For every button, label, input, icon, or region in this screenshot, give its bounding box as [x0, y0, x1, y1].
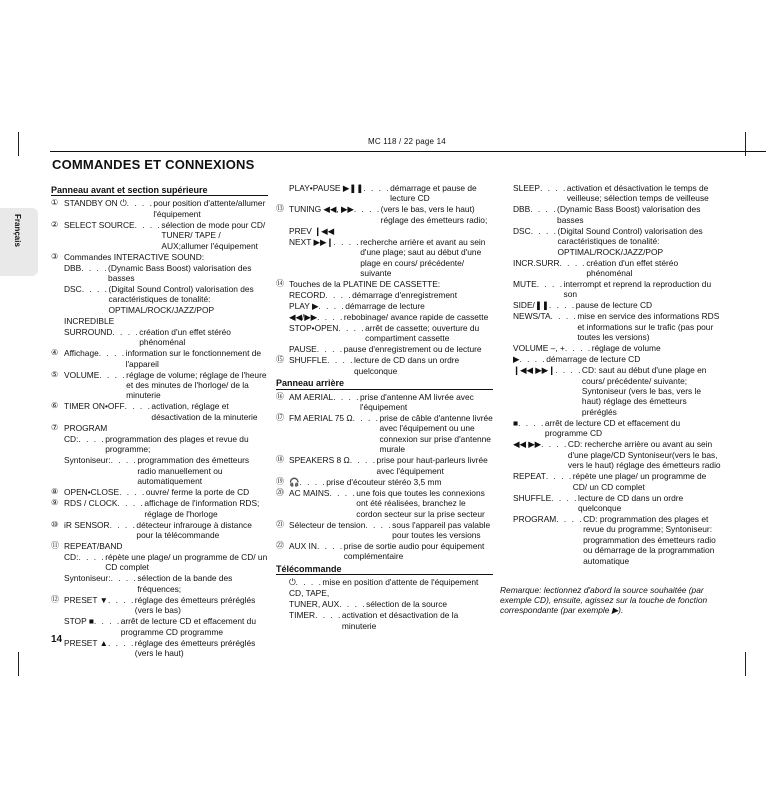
control-entry [276, 183, 493, 204]
control-entry [276, 301, 493, 311]
control-entry [500, 183, 722, 204]
entry-description: recherche arrière et avant au sein d'une plage; saut au début d'une plage en cours/ précédente/ suivante [360, 236, 486, 279]
entry-label: iR SENSOR [64, 519, 110, 530]
entry-description: création d'un effet stéréo phénoménal [586, 257, 679, 279]
control-entry [276, 599, 493, 609]
entry-label: DBB [64, 262, 82, 273]
entry-label: SLEEP [513, 183, 541, 193]
entry-description: lecture de CD dans un ordre quelconque [577, 492, 684, 513]
leader-dots: . . . . [317, 312, 344, 323]
entry-number [500, 354, 513, 364]
control-entry [51, 220, 268, 251]
entry-number [51, 573, 64, 594]
leader-dots: . . . . [545, 471, 573, 482]
entry-label: PRESET ▼ [64, 594, 108, 605]
entry-label: DSC [513, 225, 531, 236]
column-2 [276, 183, 493, 632]
control-entry [276, 488, 493, 519]
leader-dots: . . . . [352, 413, 380, 424]
entry-number [51, 316, 64, 326]
entry-label: TIMER [289, 610, 316, 621]
leader-dots: . . . . [99, 369, 127, 380]
control-entry [51, 348, 268, 369]
entry-description: répète une plage/ un programme de CD/ un CD complet [572, 471, 707, 492]
entry-number [51, 552, 64, 573]
entry-label: SURROUND [64, 326, 113, 337]
entry-description: ouvre/ ferme la porte de CD [145, 487, 250, 498]
control-entry [276, 413, 493, 455]
entry-number: ⑱ [276, 455, 284, 465]
entry-description: sélection de la bande des fréquences; [137, 573, 233, 594]
entry-label: VOLUME [64, 369, 100, 380]
control-entry [276, 279, 493, 289]
entry-number: ④ [51, 348, 59, 358]
control-entry [51, 370, 268, 401]
entry-number: ⑪ [51, 540, 59, 550]
entry-description: programmation des plages et revue du programme; [105, 433, 249, 455]
entry-description: réglage des émetteurs préréglés (vers le bas) [134, 594, 256, 616]
control-entry [51, 316, 268, 326]
leader-dots: . . . . [329, 487, 357, 498]
entry-label: PRESET ▲ [64, 637, 108, 648]
remark: Remarque: lectionnez d'abord la source souhaitée (par exemple CD), ensuite, agissez sur la touche de fonction correspondante (par exemple ▶). [500, 585, 708, 615]
leader-dots: . . . . [112, 326, 140, 337]
leader-dots: . . . . [363, 183, 391, 193]
leader-dots: . . . . [107, 637, 135, 648]
entry-number [51, 284, 64, 315]
entry-description: réglage de volume; réglage de l'heure et des minutes de l'horloge/ de la minuterie [126, 369, 267, 401]
control-entry [51, 498, 268, 519]
entry-number [276, 183, 289, 204]
control-entry [500, 354, 722, 364]
leader-dots: . . . . [518, 417, 545, 428]
control-entry [51, 616, 268, 637]
control-entry [500, 204, 722, 225]
entry-description: pour position d'attente/allumer l'équipement [153, 198, 266, 219]
entry-description: prise pour haut-parleurs livrée avec l'équipement [376, 455, 488, 476]
entry-number [276, 323, 289, 344]
entry-description: (Dynamic Bass Boost) valorisation des basses [557, 204, 701, 225]
control-entry [500, 493, 722, 514]
entry-label: Touches de la PLATINE DE CASSETTE: [289, 279, 441, 290]
entry-label: Syntoniseur: [64, 573, 111, 584]
entry-label: Commandes INTERACTIVE SOUND: [64, 251, 205, 262]
control-entry [276, 577, 493, 587]
leader-dots: . . . . [325, 290, 353, 301]
entry-description: interrompt et reprend la reproduction du son [563, 279, 712, 300]
entry-number [500, 418, 513, 439]
column-3 [500, 183, 722, 567]
entry-number: ⑤ [51, 369, 59, 379]
leader-dots: . . . . [107, 594, 135, 605]
control-entry [276, 323, 493, 344]
control-entry [500, 300, 722, 310]
entry-number: ③ [51, 251, 59, 261]
control-entry [276, 355, 493, 376]
page-number: 14 [51, 634, 63, 645]
entry-description: rebobinage/ avance rapide de cassette [343, 312, 489, 323]
entry-label: MUTE [513, 279, 537, 290]
entry-description: mise en position d'attente de l'équipement [322, 577, 479, 588]
entry-number: ⑫ [51, 594, 59, 604]
entry-number [276, 237, 289, 279]
entry-description: (Digital Sound Control) valorisation des caractéristiques de tonalité: OPTIMAL/ROCK/JAZZ/POP [557, 225, 703, 257]
control-entry [276, 344, 493, 354]
leader-dots: . . . . [540, 183, 567, 193]
entry-description: activation, réglage et désactivation de la minuterie [151, 401, 258, 422]
leader-dots: . . . . [559, 257, 587, 268]
entry-label: AUX IN [289, 540, 317, 551]
entry-number [500, 183, 513, 204]
control-entry [500, 418, 722, 439]
entry-label: TIMER ON•OFF [64, 401, 125, 412]
control-entry [500, 365, 722, 417]
entry-label: DSC [64, 284, 82, 295]
entry-label: ⏻ [289, 577, 296, 588]
control-entry [276, 237, 493, 279]
entry-number [276, 312, 289, 322]
section-heading: Panneau arrière [276, 378, 493, 389]
entry-label: CD, TAPE, [289, 588, 330, 599]
entry-label: Sélecteur de tension [289, 519, 366, 530]
column-1 [51, 183, 268, 659]
entry-description: sélection de mode pour CD/ TUNER/ TAPE / AUX;allumer l'équipement [161, 219, 266, 251]
entry-label: Affichage [64, 348, 99, 359]
entry-label: 🎧 [289, 476, 300, 487]
entry-label: PROGRAM [513, 513, 557, 524]
entry-number [500, 311, 513, 342]
entry-number [276, 290, 289, 300]
leader-dots: . . . . [318, 301, 346, 312]
leader-dots: . . . . [81, 284, 109, 295]
entry-label: ❙◀◀ ▶▶❙ [513, 365, 556, 376]
entry-description: arrêt de lecture CD et effacement du programme CD [544, 417, 681, 439]
control-entry [276, 312, 493, 322]
entry-description: détecteur infrarouge à distance pour la télécommande [136, 519, 252, 540]
entry-description: affichage de l'information RDS; réglage de l'horloge [144, 498, 260, 519]
leader-dots: . . . . [551, 492, 578, 503]
entry-description: (Digital Sound Control) valorisation des caractéristiques de tonalité: OPTIMAL/ROCK/JAZZ/POP [108, 284, 254, 315]
control-entry [276, 541, 493, 562]
leader-dots: . . . . [530, 225, 558, 236]
leader-dots: . . . . [519, 354, 547, 365]
control-entry [51, 252, 268, 262]
entry-description: prise d'antenne AM livrée avec l'équipement [360, 391, 474, 413]
leader-dots: . . . . [316, 344, 344, 355]
entry-number [51, 263, 64, 284]
entry-description: création d'un effet stéréo phénoménal [139, 326, 231, 348]
entry-number: ⑥ [51, 401, 59, 411]
entry-description: CD: programmation des plages et revue du programme; Syntoniseur: programmation des émetteurs radio ou démarrage de la programmation automatique [583, 513, 716, 566]
leader-dots: . . . . [98, 348, 126, 359]
entry-description: CD: saut au début d'une plage en cours/ précédente/ suivante; Syntoniseur (vers le bas, vers le haut) réglage des émetteurs préréglés [581, 365, 707, 417]
leader-dots: . . . . [550, 311, 578, 322]
entry-description: une fois que toutes les connexions ont été réalisées, branchez le cordon secteur sur la prise secteur [356, 487, 485, 519]
control-entry [276, 226, 493, 236]
leader-dots: . . . . [124, 401, 152, 412]
entry-number [51, 327, 64, 348]
control-entry [51, 263, 268, 284]
entry-number [500, 471, 513, 492]
entry-description: (Dynamic Bass Boost) valorisation des basses [108, 262, 252, 284]
leader-dots: . . . . [109, 519, 137, 530]
control-entry [51, 423, 268, 433]
control-entry [500, 279, 722, 300]
header-text: MC 118 / 22 page 14 [368, 137, 446, 146]
entry-description: prise de câble d'antenne livrée avec l'équipement ou une connexion sur prise d'antenne murale [379, 413, 493, 455]
control-entry [51, 552, 268, 573]
entry-description: prise de sortie audio pour équipement complémentaire [343, 540, 485, 562]
language-tab-label: Français [13, 214, 22, 247]
entry-number: ⑯ [276, 391, 284, 401]
entry-label: RDS / CLOCK [64, 498, 118, 509]
entry-description: CD: recherche arrière ou avant au sein d'une plage/CD Syntoniseur(vers le bas, vers le haut) réglage des émetteurs radio [567, 439, 721, 471]
control-entry [51, 520, 268, 541]
entry-description: sous l'appareil pas valable pour toutes les versions [392, 519, 491, 540]
control-entry [51, 434, 268, 455]
control-entry [276, 204, 493, 225]
entry-label: SELECT SOURCE [64, 219, 135, 230]
entry-number: ⑦ [51, 422, 59, 432]
entry-label: OPEN•CLOSE [64, 487, 120, 498]
control-entry [51, 327, 268, 348]
leader-dots: . . . . [564, 343, 592, 354]
control-entry [500, 343, 722, 353]
entry-label: RECORD [289, 290, 326, 301]
entry-number [500, 279, 513, 300]
control-entry [276, 392, 493, 413]
control-entry [276, 520, 493, 541]
entry-description: information sur le fonctionnement de l'appareil [125, 348, 262, 369]
entry-label: INCR.SURR [513, 257, 560, 268]
entry-number: ⑲ [276, 476, 284, 486]
entry-number [276, 301, 289, 311]
entry-description: réglage des émetteurs préréglés (vers le haut) [134, 637, 256, 658]
leader-dots: . . . . [541, 439, 568, 450]
control-entry [51, 401, 268, 422]
entry-label: PLAY ▶ [289, 301, 319, 312]
entry-description: démarrage de lecture CD [546, 354, 641, 365]
entry-number: ① [51, 198, 59, 208]
entry-number [500, 343, 513, 353]
entry-number [500, 493, 513, 514]
leader-dots: . . . . [110, 573, 138, 584]
entry-label: CD: [64, 433, 79, 444]
entry-number: ⑧ [51, 487, 59, 497]
entry-number: ⑮ [276, 355, 284, 365]
leader-dots: . . . . [126, 198, 154, 209]
entry-number: ⑳ [276, 487, 284, 497]
entry-description: (vers le bas, vers le haut) réglage des émetteurs radio; [380, 204, 488, 225]
crop-mark [18, 132, 19, 156]
entry-label: ▶ [513, 354, 520, 365]
entry-label: CD: [64, 551, 79, 562]
entry-label: SIDE/❚❚ [513, 300, 549, 311]
section-heading: Panneau avant et section supérieure [51, 185, 268, 196]
leader-dots: . . . . [530, 204, 558, 215]
entry-description: réglage de volume [591, 343, 661, 354]
entry-number: ② [51, 219, 59, 229]
entry-number: ㉑ [276, 519, 284, 529]
control-entry [51, 455, 268, 486]
entry-description: prise d'écouteur stéréo 3,5 mm [326, 476, 442, 487]
leader-dots: . . . . [333, 236, 361, 247]
entry-label: SPEAKERS 8 Ω [289, 455, 350, 466]
leader-dots: . . . . [556, 513, 584, 524]
entry-label: SHUFFLE [513, 492, 552, 503]
leader-dots: . . . . [78, 433, 106, 444]
entry-label: PROGRAM [64, 422, 108, 433]
entry-label: NEXT ▶▶❙ [289, 236, 334, 247]
entry-description: pause de lecture CD [575, 300, 653, 311]
entry-description: démarrage et pause de lecture CD [390, 183, 477, 204]
entry-number [500, 514, 513, 566]
entry-label: REPEAT [513, 471, 546, 482]
entry-number: ⑰ [276, 413, 284, 423]
entry-description: lecture de CD dans un ordre quelconque [353, 355, 460, 376]
entry-label: ■ [513, 417, 519, 428]
leader-dots: . . . . [315, 610, 342, 621]
entry-label: PAUSE [289, 344, 317, 355]
entry-label: STOP ■ [64, 616, 94, 627]
leader-dots: . . . . [93, 616, 121, 627]
leader-dots: . . . . [134, 219, 162, 230]
entry-number [276, 577, 289, 587]
entry-description: pause d'enregistrement ou de lecture [343, 344, 482, 355]
entry-number [276, 588, 289, 598]
leader-dots: . . . . [327, 355, 354, 366]
entry-description: mise en service des informations RDS et informations sur le trafic (pas pour toutes les versions) [577, 311, 720, 343]
leader-dots: . . . . [339, 599, 367, 610]
control-entry [276, 610, 493, 631]
entry-number [500, 226, 513, 257]
entry-number [276, 610, 289, 631]
control-entry [500, 471, 722, 492]
leader-dots: . . . . [78, 551, 106, 562]
entry-number [500, 300, 513, 310]
entry-description: activation et désactivation de la minuterie [341, 610, 459, 631]
header-rule [50, 151, 766, 152]
entry-description: démarrage de lecture [345, 301, 425, 312]
control-entry [51, 595, 268, 616]
control-entry [276, 477, 493, 487]
crop-mark [745, 652, 746, 676]
leader-dots: . . . . [295, 577, 323, 588]
control-entry [276, 290, 493, 300]
leader-dots: . . . . [110, 455, 138, 466]
entry-label: TUNER, AUX [289, 599, 340, 610]
control-entry [500, 514, 722, 566]
entry-label: SHUFFLE [289, 355, 328, 366]
entry-number: ⑭ [276, 279, 284, 289]
leader-dots: . . . . [81, 262, 109, 273]
entry-label: PREV ❙◀◀ [289, 225, 335, 236]
entry-number [500, 258, 513, 279]
leader-dots: . . . . [117, 498, 145, 509]
entry-description: démarrage d'enregistrement [352, 290, 458, 301]
control-entry [276, 588, 493, 598]
leader-dots: . . . . [548, 300, 576, 311]
entry-label: AC MAINS [289, 487, 330, 498]
entry-label: STANDBY ON ⏻ [64, 198, 127, 209]
entry-label: PLAY•PAUSE ▶❚❚ [289, 183, 364, 193]
entry-label: REPEAT/BAND [64, 540, 123, 551]
language-tab [0, 208, 38, 276]
crop-mark [745, 132, 746, 156]
page-title: COMMANDES ET CONNEXIONS [52, 157, 255, 172]
entry-number [51, 434, 64, 455]
entry-number [276, 344, 289, 354]
leader-dots: . . . . [338, 323, 366, 334]
leader-dots: . . . . [316, 540, 344, 551]
entry-number [500, 365, 513, 417]
entry-label: AM AERIAL [289, 391, 334, 402]
entry-number [500, 439, 513, 470]
control-entry [51, 541, 268, 551]
leader-dots: . . . . [349, 455, 377, 466]
leader-dots: . . . . [299, 476, 327, 487]
entry-number: ⑨ [51, 498, 59, 508]
entry-description: sélection de la source [366, 599, 448, 610]
control-entry [51, 284, 268, 315]
control-entry [51, 198, 268, 219]
control-entry [500, 311, 722, 342]
control-entry [51, 573, 268, 594]
control-entry [500, 226, 722, 257]
leader-dots: . . . . [555, 365, 582, 376]
entry-number [51, 455, 64, 486]
entry-number: ⑩ [51, 519, 59, 529]
entry-description: arrêt de lecture CD et effacement du programme CD programme [120, 616, 256, 637]
control-entry [51, 638, 268, 659]
entry-label: FM AERIAL 75 Ω [289, 413, 353, 424]
control-entry [500, 439, 722, 470]
entry-label: ◀◀ ▶▶ [513, 439, 542, 450]
entry-number: ⑬ [276, 204, 284, 214]
leader-dots: . . . . [365, 519, 393, 530]
entry-number: ㉒ [276, 540, 284, 550]
leader-dots: . . . . [119, 487, 146, 498]
entry-number [500, 204, 513, 225]
entry-description: arrêt de cassette; ouverture du compartiment cassette [365, 323, 480, 344]
entry-label: Syntoniseur: [64, 455, 111, 466]
control-entry [276, 455, 493, 476]
entry-description: programmation des émetteurs radio manuellement ou automatiquement [137, 455, 250, 487]
control-entry [51, 487, 268, 497]
entry-label: INCREDIBLE [64, 315, 115, 326]
entry-description: répète une plage/ un programme de CD/ un CD complet [105, 551, 268, 573]
entry-number [276, 226, 289, 236]
entry-label: NEWS/TA [513, 311, 551, 322]
entry-label: STOP•OPEN [289, 323, 339, 334]
entry-label: VOLUME –, + [513, 343, 565, 354]
crop-mark [18, 652, 19, 676]
leader-dots: . . . . [536, 279, 564, 290]
leader-dots: . . . . [353, 204, 381, 215]
entry-description: activation et désactivation le temps de veilleuse; sélection temps de veilleuse [566, 183, 709, 204]
entry-number [276, 599, 289, 609]
leader-dots: . . . . [333, 391, 361, 402]
entry-label: DBB [513, 204, 531, 215]
section-heading: Télécommande [276, 564, 493, 575]
entry-label: ◀◀/▶▶ [289, 312, 318, 323]
control-entry [500, 258, 722, 279]
entry-label: TUNING ◀◀, ▶▶ [289, 204, 354, 215]
